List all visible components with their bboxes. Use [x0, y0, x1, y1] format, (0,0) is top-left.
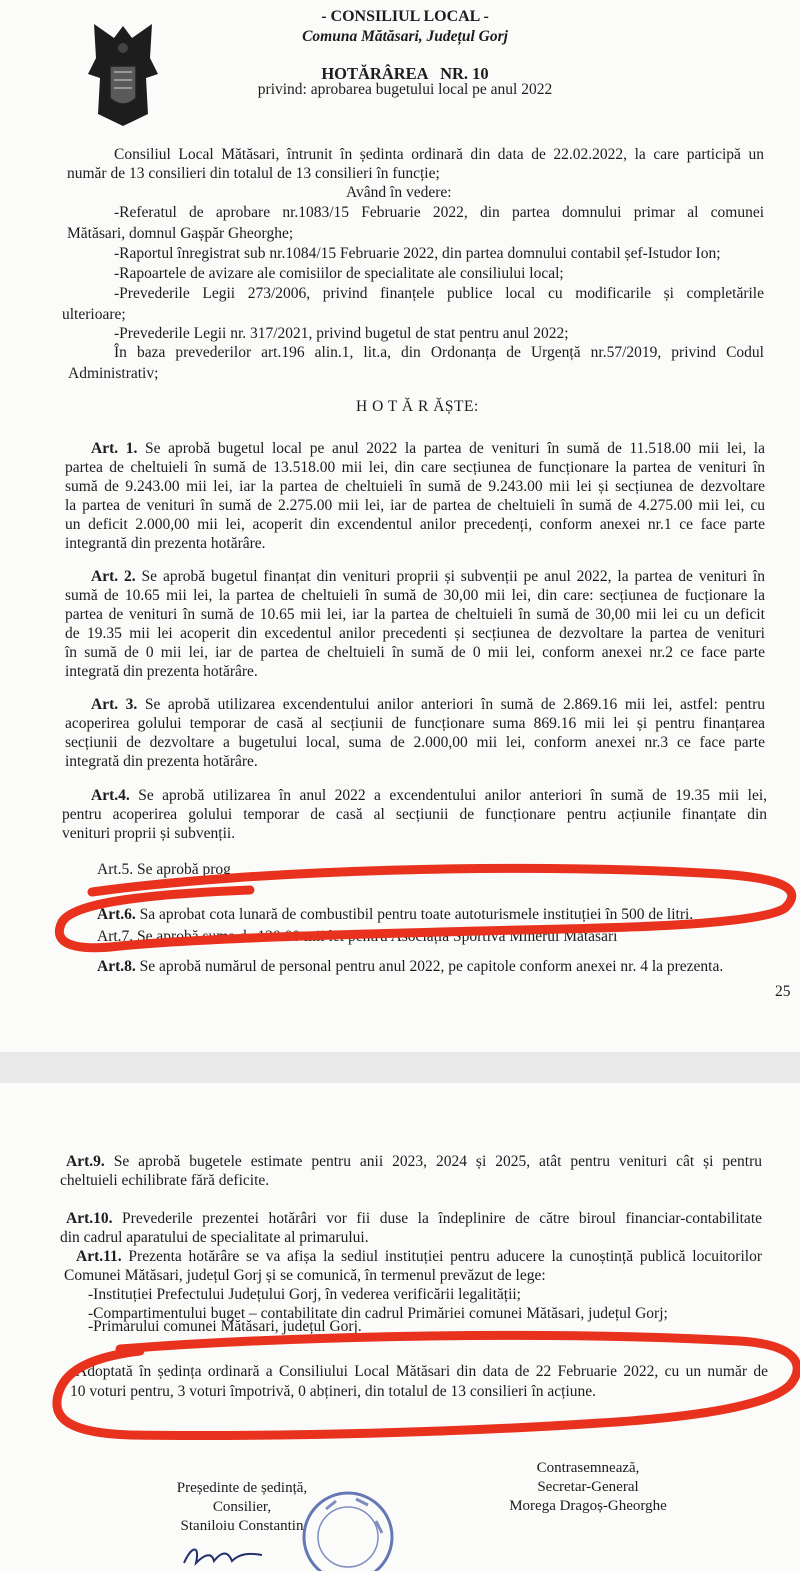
- article-6-label: Art.6.: [97, 906, 136, 923]
- article-5-partial: [97, 861, 267, 879]
- handwritten-signature-icon: [178, 1541, 278, 1571]
- article-10-label: Art.10.: [66, 1210, 113, 1227]
- reference-4a: -Prevederile Legii 273/2006, privind finanțele publice local cu modificarile și completările: [114, 285, 764, 302]
- article-11-line: Prezenta hotărâre se va afișa la sediul instituției pentru aducere la cunoștință publică locuitorilor: [128, 1248, 762, 1265]
- decides-heading: H O T Ă R ĂȘTE:: [356, 398, 479, 415]
- article-1-line: integrantă din prezenta hotărâre.: [65, 535, 266, 552]
- article-4-line: venituri proprii și subvenții.: [62, 825, 236, 842]
- secretary-name: Morega Dragoș-Gheorghe: [509, 1498, 667, 1514]
- article-6: [97, 906, 693, 924]
- article-3-line: acoperirea golului temporar de casă al secțiunii de funcționare suma 869.16 mii lei și pentru finanțarea: [65, 715, 765, 732]
- article-2-line: Se aprobă bugetul finanțat din venituri proprii și subvenții pe anul 2022, la partea de venituri în: [141, 568, 765, 585]
- article-10-line: Prevederile prezentei hotărâri vor fii duse la îndeplinire de către biroul financiar-contabilitate: [122, 1210, 762, 1227]
- president-title: Președinte de ședință,: [176, 1480, 308, 1496]
- article-8-text: Se aprobă numărul de personal pentru anul 2022, pe capitole conform anexei nr. 4 la prezenta.: [139, 958, 724, 975]
- article-4-line: pentru acoperirea golului temporar de casă al secțiunii de funcționare pentru acțiunile finanțate din: [62, 806, 767, 823]
- commune-heading: Comuna Mătăsari, Județul Gorj: [302, 28, 508, 45]
- article-1-line: un deficit 2.000,00 mii lei, acoperit din excendentul anilor precedenți, conform anexei nr.1 ce face parte: [65, 516, 765, 533]
- president-role: Consilier,: [212, 1499, 272, 1515]
- article-11-line: -Compartimentului buget – contabilitate din cadrul Primăriei comunei Mătăsari, județul Gorj;: [88, 1305, 668, 1322]
- article-8: [97, 958, 723, 976]
- article-1-line: Se aprobă bugetul local pe anul 2022 la partea de venituri în sumă de 11.518.00 mii lei, la: [144, 440, 765, 457]
- adoption-line-2: 10 voturi pentru, 3 voturi împotrivă, 0 abțineri, din totalul de 13 consilieri în acțiune.: [70, 1383, 597, 1400]
- article-7-partial: [97, 926, 737, 945]
- article-2-line: integrată din prezenta hotărâre.: [65, 663, 258, 680]
- article-11-line: -Primarului comunei Mătăsari, județul Gorj.: [88, 1318, 362, 1335]
- article-6-text: Sa aprobat cota lunară de combustibil pentru toate autoturismele instituției în 500 de litri.: [139, 906, 694, 923]
- article-2-line: partea de venituri în sumă de 10.65 mii lei, iar la partea de cheltuieli în sumă de 30,00 mii lei cu un deficit: [65, 606, 765, 623]
- reference-6a: În baza prevederilor art.196 alin.1, lit.a, din Ordonanța de Urgență nr.57/2019, privind Codul: [114, 344, 764, 361]
- reference-5: -Prevederile Legii nr. 317/2021, privind bugetul de stat pentru anul 2022;: [114, 325, 569, 342]
- official-stamp-icon: [296, 1479, 396, 1571]
- secretary-role: Secretar-General: [537, 1479, 639, 1495]
- article-11-line: -Instituției Prefectului Județului Gorj, în vederea verificării legalității;: [88, 1286, 521, 1303]
- article-1-label: Art. 1.: [91, 440, 138, 457]
- secretary-title: Contrasemnează,: [536, 1460, 640, 1476]
- reference-6b: Administrativ;: [68, 365, 159, 382]
- article-1-line: sumă de 9.243.00 mii lei, iar la partea de cheltuieli în sumă de 9.243.00 mii lei și secțiunea de dezvoltare: [65, 478, 765, 495]
- reference-1b: Mătăsari, domnul Gașpăr Gheorghe;: [67, 225, 294, 242]
- secretary-signature-block: [488, 1459, 688, 1516]
- article-2-label: Art. 2.: [91, 568, 136, 585]
- intro-line-2: număr de 13 consilieri din totalul de 13 consilieri în funcție;: [67, 165, 440, 182]
- article-11-partial: [88, 1318, 408, 1336]
- council-heading: - CONSILIUL LOCAL -: [321, 8, 489, 25]
- intro-line-1: Consiliul Local Mătăsari, întrunit în ședinta ordinară din data de 22.02.2022, la care participă un: [114, 146, 764, 163]
- article-9-line: cheltuieli echilibrate fără deficite.: [60, 1172, 270, 1189]
- article-2-line: în sumă de 0 mii lei, iar de partea de cheltuieli în sumă de 0 mii lei, conform anexei nr.2 ce face parte: [65, 644, 765, 661]
- article-3-line: integrată din prezenta hotărâre.: [65, 753, 258, 770]
- reference-3: -Rapoartele de avizare ale comisiilor de specialitate ale consiliului local;: [114, 265, 564, 282]
- article-3-line: Se aprobă utilizarea excendentului anilor anteriori în sumă de 2.869.16 mii lei, astfel: pentru: [144, 696, 765, 713]
- article-1-line: la partea de venituri în sumă de 2.275.00 mii lei, iar de partea de cheltuieli în sumă de 4.275.00 mii lei, cu: [65, 497, 765, 514]
- president-name: Staniloiu Constantin: [180, 1518, 304, 1534]
- adoption-line-1: Adoptată în ședința ordinară a Consiliului Local Mătăsari din data de 22 Februarie 2022, cu un număr de: [76, 1363, 768, 1380]
- decision-subject: privind: aprobarea bugetului local pe anul 2022: [257, 81, 553, 98]
- article-7-text: Art.7. Se aprobă suma de 120.00 mii lei pentru Asociația Sportivă Minerul Mătăsari: [97, 928, 618, 945]
- reference-4b: ulterioare;: [62, 306, 126, 323]
- article-11-label: Art.11.: [76, 1248, 122, 1265]
- article-2-line: de 19.35 mii lei acoperit din excedentul anilor precedenti și secțiunea de dezvoltare la partea de venituri: [65, 625, 765, 642]
- article-4-line: Se aprobă utilizarea în anul 2022 a excendentului anilor anteriori în sumă de 19.35 mii lei,: [138, 787, 768, 804]
- article-9-label: Art.9.: [66, 1153, 105, 1170]
- decision-title: HOTĂRÂREA NR. 10: [321, 64, 489, 83]
- article-5-text: Art.5. Se aprobă prog: [97, 861, 231, 878]
- document-page-2: [0, 1083, 800, 1571]
- reference-1a: -Referatul de aprobare nr.1083/15 Februarie 2022, din partea domnului primar al comunei: [114, 204, 764, 221]
- article-4-label: Art.4.: [91, 787, 130, 804]
- article-1-line: partea de cheltuieli în sumă de 13.518.00 mii lei, din care secțiunea de funcționare la partea de venituri în: [65, 459, 765, 476]
- article-3-line: secțiunii de dezvoltare a bugetului local, suma de 2.000,00 mii lei, conform anexei nr.3 ce face parte: [65, 734, 765, 751]
- having-in-view: Având în vedere:: [346, 184, 452, 201]
- article-10-line: din cadrul aparatului de specialitate al primarului.: [60, 1229, 369, 1246]
- page-number: 25: [775, 983, 791, 1000]
- article-3-label: Art. 3.: [91, 696, 138, 713]
- article-2-line: sumă de 10.65 mii lei, la partea de cheltuieli în sumă de 30,00 mii lei, din care: secțiunea de fucționare la: [65, 587, 765, 604]
- article-8-label: Art.8.: [97, 958, 136, 975]
- reference-2: -Raportul înregistrat sub nr.1084/15 Februarie 2022, din partea domnului contabil șef-Istudor Ion;: [114, 245, 721, 262]
- article-9-line: Se aprobă bugetele estimate pentru anii 2023, 2024 și 2025, atât pentru venituri cât și pentru: [113, 1153, 763, 1170]
- article-11-line: Comunei Mătăsari, județul Gorj și se comunică, în termenul prevăzut de lege:: [64, 1267, 546, 1284]
- coat-of-arms-icon: [84, 18, 162, 130]
